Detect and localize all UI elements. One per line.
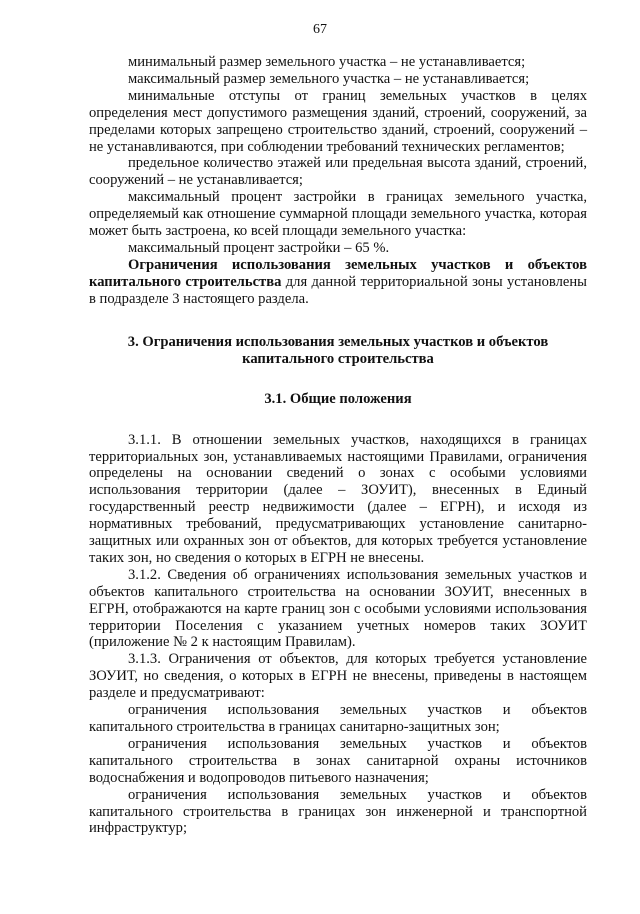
list-item: ограничения использования земельных участков и объектов капитального строительства в границах санитарно-защитных зон; [89,702,587,735]
restrictions-note-bold: Ограничения использования земельных участков и объектов капитального строительства [89,256,587,290]
restrictions-note-rest: для данной территориальной зоны установлены в подразделе 3 настоящего раздела. [89,273,587,307]
list-item: ограничения использования земельных участков и объектов капитального строительства в зонах санитарной охраны источников водоснабжения и водопроводов питьевого назначения; [89,735,587,786]
intro-paragraph: максимальный размер земельного участка – не устанавливается; [128,70,530,87]
subsection-title: 3.1. Общие положения [264,390,412,407]
intro-paragraph: максимальный процент застройки в границах земельного участка, определяемый как отношение суммарной площади земельного участка, которая может быть застроена, ко всей площади земельного участка: [89,189,587,240]
paragraph: 3.1.2. Сведения об ограничениях использования земельных участков и объектов капитального строительства на основании ЗОУИТ, внесенных в ЕГРН, отображаются на карте границ зон с особыми условиями использования территории Поселения с указанием учетных номеров таких ЗОУИТ (приложение № 2 к настоящим Правилам). [89,566,587,651]
restrictions-note [89,257,587,308]
page-number: 67 [313,22,327,37]
intro-paragraph: минимальные отступы от границ земельных участков в целях определения мест допустимого размещения зданий, строений, сооружений, за пределами которых запрещено строительство зданий, строений, сооружений – не устанавливаются, при соблюдении требований технических регламентов; [89,87,587,155]
list-item: ограничения использования земельных участков и объектов капитального строительства в границах зон инженерной и транспортной инфраструктур; [89,786,587,837]
intro-paragraph: максимальный процент застройки – 65 %. [128,239,390,256]
paragraph: 3.1.3. Ограничения от объектов, для которых требуется установление ЗОУИТ, но сведения, о которых в ЕГРН не внесены, приведены в настоящем разделе и предусматривают: [89,651,587,702]
intro-paragraph: минимальный размер земельного участка – не устанавливается; [128,54,526,70]
section-title: 3. Ограничения использования земельных участков и объектов капитального строительства [127,333,549,367]
paragraph: 3.1.1. В отношении земельных участков, находящихся в границах территориальных зон, устанавливаемых настоящими Правилами, ограничения определены на основании сведений о зонах с особыми условиями использования территории (далее – ЗОУИТ), внесенных в Единый государственный реестр недвижимости (далее – ЕГРН), и исходя из нормативных требований, предусматривающих установление санитарно-защитных или охранных зон от объектов, для которых требуется установление таких зон, но сведения о которых в ЕГРН не внесены. [89,431,587,566]
intro-paragraph: предельное количество этажей или предельная высота зданий, строений, сооружений – не устанавливается; [89,155,587,189]
document-body [89,54,587,837]
